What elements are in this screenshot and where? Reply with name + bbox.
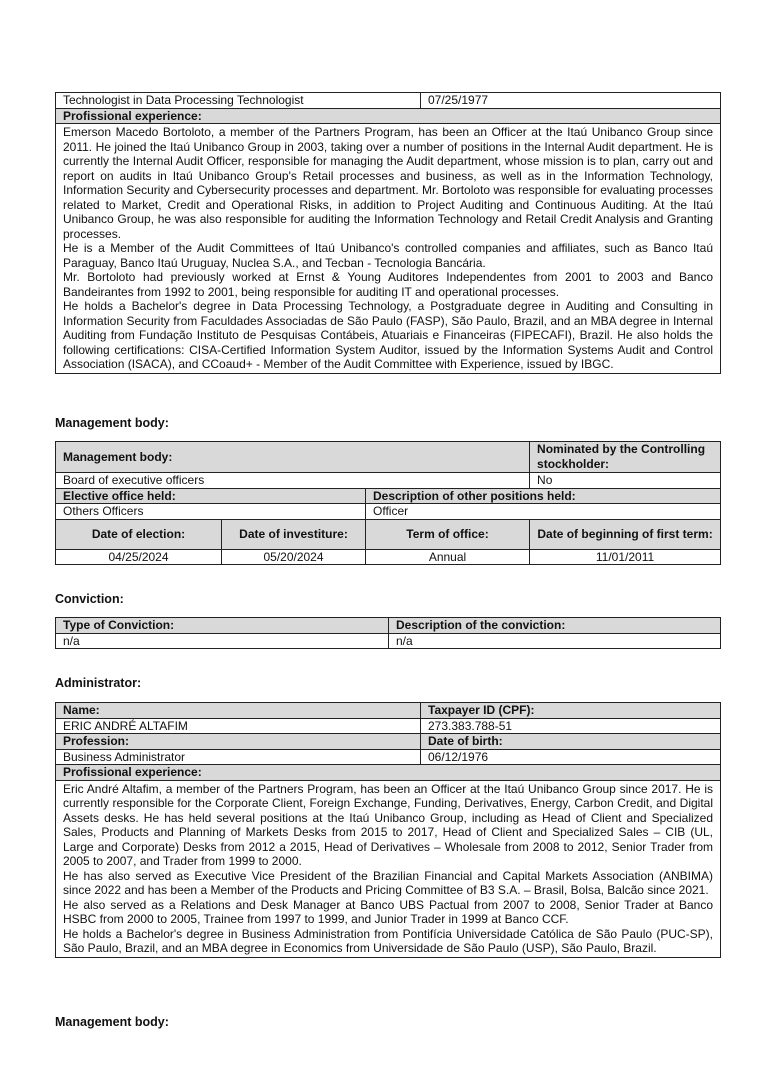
name-header: Name: xyxy=(56,703,421,719)
conviction-desc-header: Description of the conviction: xyxy=(389,618,721,634)
name-value: ERIC ANDRÉ ALTAFIM xyxy=(56,718,421,734)
first-term-header: Date of beginning of first term: xyxy=(530,519,721,549)
management-table xyxy=(55,441,721,565)
section-title-conviction: Conviction: xyxy=(55,592,124,606)
conviction-type-value: n/a xyxy=(56,633,389,649)
experience-header: Profissional experience: xyxy=(56,108,721,124)
experience-paragraph: Mr. Bortoloto had previously worked at Ernst & Young Auditores Independentes from 2001 to 2003 and Banco Bandeirantes from 1992 to 2001, being responsible for auditing IT and operational processes. xyxy=(63,270,713,299)
experience-text xyxy=(56,124,721,374)
birth-date-cell: 07/25/1977 xyxy=(421,93,721,109)
admin-experience-header: Profissional experience: xyxy=(56,765,721,781)
nominated-value: No xyxy=(530,473,721,489)
conviction-type-header: Type of Conviction: xyxy=(56,618,389,634)
experience-paragraph: He is a Member of the Audit Committees of Itaú Unibanco's controlled companies and affiliates, such as Banco Itaú Paraguay, Banco Itaú Uruguay, Nuclea S.A., and Tecban - Tecnologia Bancária. xyxy=(63,241,713,270)
profession-header: Profession: xyxy=(56,734,421,750)
nominated-header: Nominated by the Controlling stockholder: xyxy=(530,442,721,473)
admin-experience-text xyxy=(56,780,721,957)
term-office-value: Annual xyxy=(366,549,530,565)
cpf-header: Taxpayer ID (CPF): xyxy=(421,703,721,719)
profession-value: Business Administrator xyxy=(56,749,421,765)
birth-value: 06/12/1976 xyxy=(421,749,721,765)
profile-table-top xyxy=(55,92,721,374)
cpf-value: 273.383.788-51 xyxy=(421,718,721,734)
date-investiture-header: Date of investiture: xyxy=(222,519,366,549)
other-positions-header: Description of other positions held: xyxy=(366,488,721,504)
elective-office-value: Others Officers xyxy=(56,504,366,520)
first-term-value: 11/01/2011 xyxy=(530,549,721,565)
administrator-table xyxy=(55,702,721,958)
conviction-desc-value: n/a xyxy=(389,633,721,649)
elective-office-header: Elective office held: xyxy=(56,488,366,504)
management-body-value: Board of executive officers xyxy=(56,473,530,489)
other-positions-value: Officer xyxy=(366,504,721,520)
experience-paragraph: Eric André Altafim, a member of the Partners Program, has been an Officer at the Itaú Unibanco Group since 2017. He is currently responsible for the Corporate Client, Foreign Exchange, Funding, Derivatives, Energy, Carbon Credit, and Digital Assets desks. He has held several positions at the Itaú Unibanco Group, including as Head of Client and Specialized Sales, Products and Planning of Markets Desks from 2015 to 2017, Head of Client and Specialized Sales – CIB (UL, Large and Corporate) Desks from 2012 a 2015, Head of Derivatives – Wholesale from 2008 to 2012, Senior Trader from 2005 to 2007, and Trader from 1999 to 2000. xyxy=(63,781,713,868)
date-election-value: 04/25/2024 xyxy=(56,549,222,565)
experience-paragraph: He holds a Bachelor's degree in Data Processing Technology, a Postgraduate degree in Auditing and Consulting in Information Security from Faculdades Associadas de São Paulo (FASP), São Paulo, Brazil, and an MBA degree in Internal Auditing from Fundação Instituto de Pesquisas Contábeis, Atuariais e Financeiras (FIPECAFI), Brazil. He also holds the following certifications: CISA-Certified Information System Auditor, issued by the Information Systems Audit and Control Association (ISACA), and CCoaud+ - Member of the Audit Committee with Experience, issued by IBGC. xyxy=(63,299,713,371)
date-election-header: Date of election: xyxy=(56,519,222,549)
education-cell: Technologist in Data Processing Technologist xyxy=(56,93,421,109)
birth-header: Date of birth: xyxy=(421,734,721,750)
term-office-header: Term of office: xyxy=(366,519,530,549)
experience-paragraph: He holds a Bachelor's degree in Business Administration from Pontifícia Universidade Católica de São Paulo (PUC-SP), São Paulo, Brazil, and an MBA degree in Economics from Universidade de São Paulo (USP), São Paulo, Brazil. xyxy=(63,926,713,955)
experience-paragraph: He has also served as Executive Vice President of the Brazilian Financial and Capital Markets Association (ANBIMA) since 2022 and has been a Member of the Products and Pricing Committee of B3 S.A. – Brasil, Bolsa, Balcão since 2021. xyxy=(63,868,713,897)
section-title-management-final: Management body: xyxy=(55,1015,169,1029)
date-investiture-value: 05/20/2024 xyxy=(222,549,366,565)
section-title-administrator: Administrator: xyxy=(55,676,142,690)
conviction-table xyxy=(55,617,721,649)
management-body-header: Management body: xyxy=(56,442,530,473)
experience-paragraph: Emerson Macedo Bortoloto, a member of the Partners Program, has been an Officer at the Itaú Unibanco Group since 2011. He joined the Itaú Unibanco Group in 2003, taking over a number of positions in the Internal Audit department. He is currently the Internal Audit Officer, responsible for managing the Audit department, whose mission is to plan, carry out and report on audits in Itaú Unibanco Group's Retail processes and business, as well as in the Information Technology, Information Security and Cybersecurity processes and department. Mr. Bortoloto was responsible for evaluating processes related to Market, Credit and Operational Risks, in addition to Project Auditing and Continuous Auditing. At the Itaú Unibanco Group, he was also responsible for auditing the Information Technology and Retail Credit Analysis and Granting processes. xyxy=(63,125,713,241)
section-title-management: Management body: xyxy=(55,416,169,430)
experience-paragraph: He also served as a Relations and Desk Manager at Banco UBS Pactual from 2007 to 2008, Senior Trader at Banco HSBC from 2000 to 2005, Trainee from 1997 to 1999, and Junior Trader in 1999 at Banco CCF. xyxy=(63,897,713,926)
